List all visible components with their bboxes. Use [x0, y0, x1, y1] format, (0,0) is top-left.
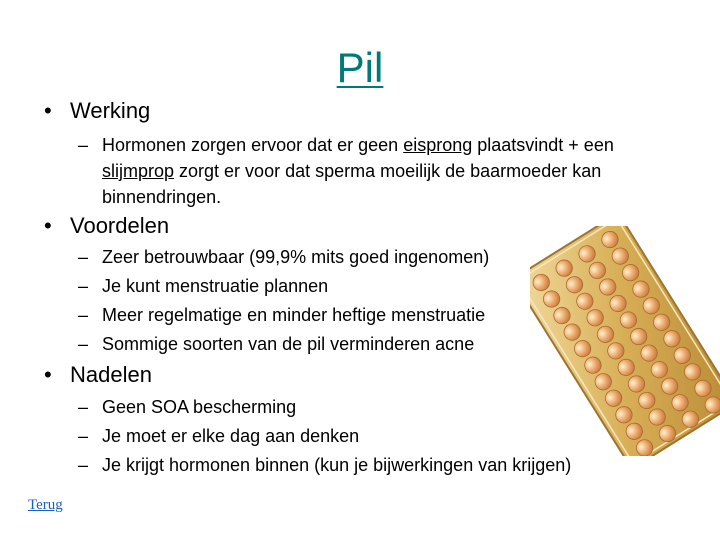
- slide-title: [0, 44, 720, 92]
- bullet-dot: •: [44, 98, 52, 123]
- nadelen-item-3: [78, 452, 672, 478]
- heading-nadelen: Nadelen: [70, 362, 152, 387]
- dash: –: [78, 135, 89, 155]
- werking-item: [78, 132, 672, 210]
- voordelen-text-2: Je kunt menstruatie plannen: [102, 276, 329, 296]
- dash: –: [78, 247, 89, 267]
- dash: –: [78, 334, 89, 354]
- voordelen-text-1: Zeer betrouwbaar (99,9% mits goed ingenomen): [102, 247, 490, 267]
- dash: –: [78, 455, 89, 475]
- voordelen-item-2: [78, 273, 672, 299]
- bullet-nadelen: [44, 362, 152, 388]
- slijmprop-link[interactable]: slijmprop: [102, 161, 175, 181]
- nadelen-text-2: Je moet er elke dag aan denken: [102, 426, 360, 446]
- heading-voordelen: Voordelen: [70, 213, 170, 238]
- title-link[interactable]: Pil: [336, 44, 384, 91]
- nadelen-text-1: Geen SOA bescherming: [102, 397, 297, 417]
- eisprong-link[interactable]: eisprong: [403, 135, 473, 155]
- bullet-dot: •: [44, 362, 52, 387]
- nadelen-text-3: Je krijgt hormonen binnen (kun je bijwerkingen van krijgen): [102, 455, 572, 475]
- voordelen-text-3: Meer regelmatige en minder heftige menstruatie: [102, 305, 486, 325]
- heading-werking: Werking: [70, 98, 151, 123]
- nadelen-item-1: [78, 394, 672, 420]
- werking-text-2: plaatsvindt + een: [472, 135, 614, 155]
- dash: –: [78, 276, 89, 296]
- bullet-werking: [44, 98, 150, 124]
- bullet-voordelen: [44, 213, 169, 239]
- dash: –: [78, 305, 89, 325]
- voordelen-item-3: [78, 302, 672, 328]
- dash: –: [78, 397, 89, 417]
- dash: –: [78, 426, 89, 446]
- nadelen-item-2: [78, 423, 672, 449]
- bullet-dot: •: [44, 213, 52, 238]
- voordelen-text-4: Sommige soorten van de pil verminderen acne: [102, 334, 475, 354]
- werking-text-1: Hormonen zorgen ervoor dat er geen: [102, 135, 404, 155]
- back-link[interactable]: Terug: [28, 497, 63, 513]
- werking-text-3: zorgt er voor dat sperma moeilijk de baarmoeder kan binnendringen.: [102, 161, 602, 207]
- voordelen-item-1: [78, 244, 672, 270]
- voordelen-item-4: [78, 331, 672, 357]
